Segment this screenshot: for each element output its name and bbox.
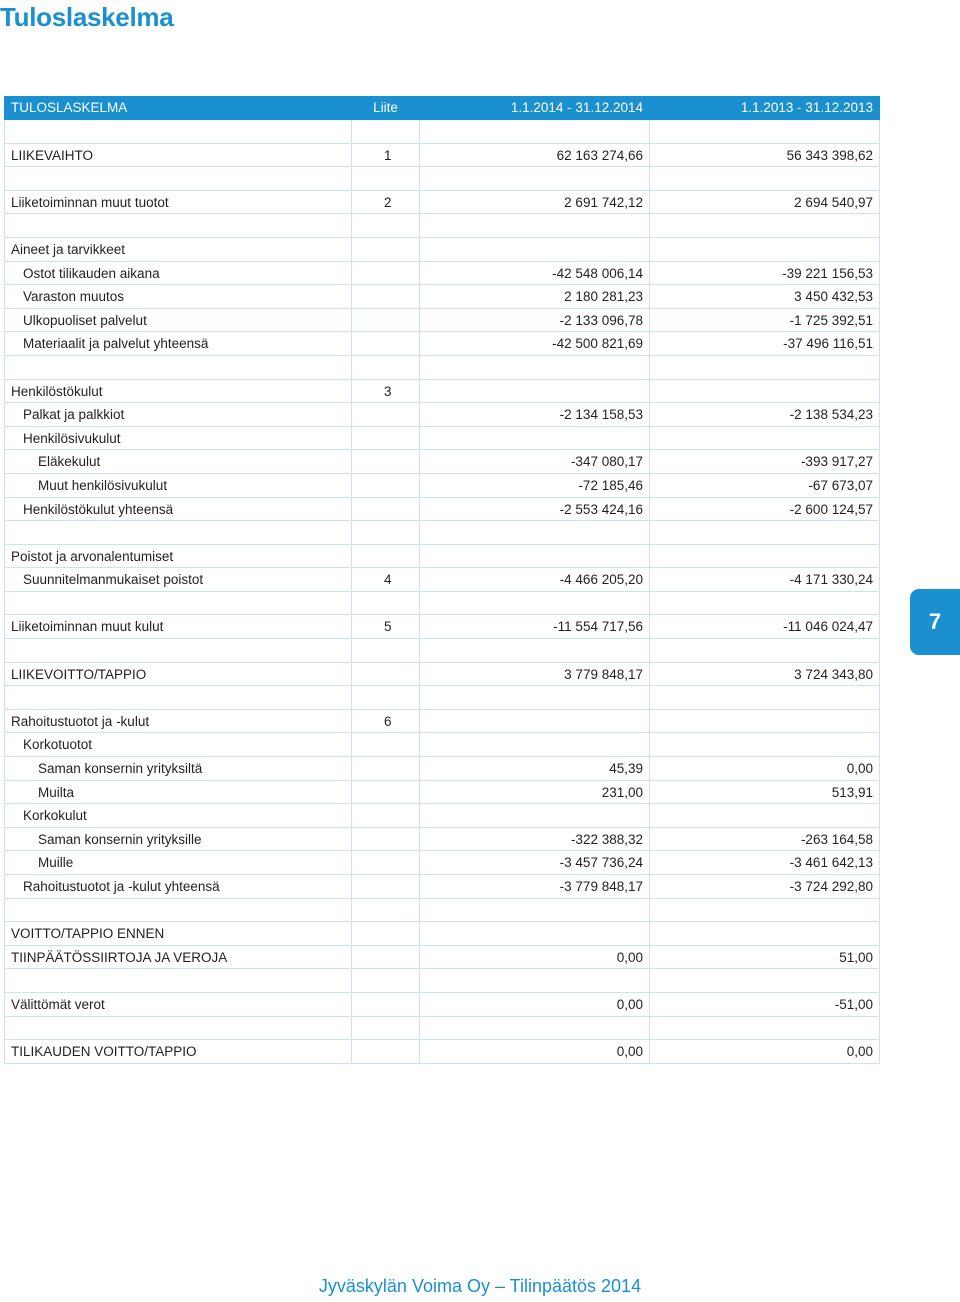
row-value-2014 bbox=[420, 427, 650, 451]
spacer-row bbox=[4, 1017, 880, 1041]
row-value-2013: -37 496 116,51 bbox=[650, 332, 880, 356]
row-label: LIIKEVAIHTO bbox=[4, 144, 352, 168]
row-value-2014: 0,00 bbox=[420, 1040, 650, 1064]
row-value-2013: -39 221 156,53 bbox=[650, 262, 880, 286]
row-label: Henkilöstökulut bbox=[4, 380, 352, 404]
row-note bbox=[352, 757, 420, 781]
row-note bbox=[352, 238, 420, 262]
row-note bbox=[352, 545, 420, 569]
row-label bbox=[4, 969, 352, 993]
row-value-2014: -347 080,17 bbox=[420, 450, 650, 474]
row-note bbox=[352, 969, 420, 993]
row-value-2013: -1 725 392,51 bbox=[650, 309, 880, 333]
row-label: Ostot tilikauden aikana bbox=[4, 262, 352, 286]
row-note bbox=[352, 922, 420, 946]
row-note bbox=[352, 804, 420, 828]
row-value-2014 bbox=[420, 545, 650, 569]
row-value-2013 bbox=[650, 686, 880, 710]
row-value-2014: 231,00 bbox=[420, 781, 650, 805]
row-note bbox=[352, 1040, 420, 1064]
row-value-2014 bbox=[420, 899, 650, 923]
row-label bbox=[4, 214, 352, 238]
row-value-2014: 0,00 bbox=[420, 993, 650, 1017]
row-value-2014: -2 134 158,53 bbox=[420, 403, 650, 427]
row-note bbox=[352, 899, 420, 923]
row-note bbox=[352, 639, 420, 663]
row-label bbox=[4, 899, 352, 923]
table-row bbox=[4, 568, 880, 592]
table-row bbox=[4, 498, 880, 522]
row-value-2014 bbox=[420, 120, 650, 144]
table-row bbox=[4, 922, 880, 946]
row-value-2014: -2 553 424,16 bbox=[420, 498, 650, 522]
row-value-2013: -2 138 534,23 bbox=[650, 403, 880, 427]
row-value-2013 bbox=[650, 733, 880, 757]
row-label: Suunnitelmanmukaiset poistot bbox=[4, 568, 352, 592]
table-row bbox=[4, 380, 880, 404]
row-note bbox=[352, 828, 420, 852]
row-label: Poistot ja arvonalentumiset bbox=[4, 545, 352, 569]
row-value-2014 bbox=[420, 710, 650, 734]
row-value-2014 bbox=[420, 592, 650, 616]
spacer-row bbox=[4, 592, 880, 616]
row-note bbox=[352, 1017, 420, 1041]
row-value-2013: 3 724 343,80 bbox=[650, 663, 880, 687]
row-note bbox=[352, 875, 420, 899]
row-value-2013: 56 343 398,62 bbox=[650, 144, 880, 168]
table-row bbox=[4, 946, 880, 970]
row-value-2014: 62 163 274,66 bbox=[420, 144, 650, 168]
row-label bbox=[4, 521, 352, 545]
row-label bbox=[4, 356, 352, 380]
row-note bbox=[352, 521, 420, 545]
header-year-2013: 1.1.2013 - 31.12.2013 bbox=[650, 96, 880, 120]
header-label: TULOSLASKELMA bbox=[4, 96, 352, 120]
table-row bbox=[4, 144, 880, 168]
row-value-2014: -72 185,46 bbox=[420, 474, 650, 498]
row-note bbox=[352, 474, 420, 498]
table-row bbox=[4, 875, 880, 899]
row-label: Eläkekulut bbox=[4, 450, 352, 474]
row-value-2013: -51,00 bbox=[650, 993, 880, 1017]
row-value-2014: 3 779 848,17 bbox=[420, 663, 650, 687]
row-label: Aineet ja tarvikkeet bbox=[4, 238, 352, 262]
row-label: Henkilöstökulut yhteensä bbox=[4, 498, 352, 522]
row-value-2014 bbox=[420, 733, 650, 757]
row-label: VOITTO/TAPPIO ENNEN bbox=[4, 922, 352, 946]
row-note bbox=[352, 427, 420, 451]
row-value-2013: -3 461 642,13 bbox=[650, 851, 880, 875]
table-row bbox=[4, 309, 880, 333]
row-value-2014: -11 554 717,56 bbox=[420, 615, 650, 639]
row-value-2013 bbox=[650, 167, 880, 191]
row-note bbox=[352, 285, 420, 309]
table-row bbox=[4, 427, 880, 451]
row-note: 2 bbox=[352, 191, 420, 215]
row-label: LIIKEVOITTO/TAPPIO bbox=[4, 663, 352, 687]
row-label: Ulkopuoliset palvelut bbox=[4, 309, 352, 333]
row-value-2014 bbox=[420, 969, 650, 993]
page-number-tab: 7 bbox=[910, 589, 960, 655]
table-row bbox=[4, 615, 880, 639]
row-label bbox=[4, 686, 352, 710]
row-label: Välittömät verot bbox=[4, 993, 352, 1017]
spacer-row bbox=[4, 686, 880, 710]
row-note bbox=[352, 356, 420, 380]
table-row bbox=[4, 993, 880, 1017]
row-label: Muilta bbox=[4, 781, 352, 805]
row-value-2013: 0,00 bbox=[650, 757, 880, 781]
row-label: Saman konsernin yrityksiltä bbox=[4, 757, 352, 781]
row-label: Rahoitustuotot ja -kulut yhteensä bbox=[4, 875, 352, 899]
row-value-2014: 45,39 bbox=[420, 757, 650, 781]
row-note: 5 bbox=[352, 615, 420, 639]
header-note: Liite bbox=[352, 96, 420, 120]
row-value-2013 bbox=[650, 804, 880, 828]
page-footer: Jyväskylän Voima Oy – Tilinpäätös 2014 bbox=[318, 1276, 642, 1296]
table-row bbox=[4, 545, 880, 569]
row-value-2013 bbox=[650, 639, 880, 663]
table-row bbox=[4, 851, 880, 875]
row-value-2013 bbox=[650, 1017, 880, 1041]
row-value-2013 bbox=[650, 922, 880, 946]
row-label: Varaston muutos bbox=[4, 285, 352, 309]
table-row bbox=[4, 710, 880, 734]
row-value-2014: -2 133 096,78 bbox=[420, 309, 650, 333]
row-value-2014 bbox=[420, 686, 650, 710]
table-body bbox=[4, 120, 880, 1064]
row-value-2013: 513,91 bbox=[650, 781, 880, 805]
income-statement-table bbox=[4, 96, 880, 1064]
row-value-2013 bbox=[650, 356, 880, 380]
row-note bbox=[352, 592, 420, 616]
row-value-2014 bbox=[420, 804, 650, 828]
table-row bbox=[4, 450, 880, 474]
table-row bbox=[4, 332, 880, 356]
row-value-2014: -3 779 848,17 bbox=[420, 875, 650, 899]
table-row bbox=[4, 403, 880, 427]
row-note bbox=[352, 498, 420, 522]
table-row bbox=[4, 285, 880, 309]
row-label: TILIKAUDEN VOITTO/TAPPIO bbox=[4, 1040, 352, 1064]
row-note bbox=[352, 332, 420, 356]
row-value-2013: 51,00 bbox=[650, 946, 880, 970]
spacer-row bbox=[4, 167, 880, 191]
row-value-2014 bbox=[420, 380, 650, 404]
row-value-2013 bbox=[650, 380, 880, 404]
row-value-2013 bbox=[650, 427, 880, 451]
row-value-2013 bbox=[650, 592, 880, 616]
row-value-2013: -2 600 124,57 bbox=[650, 498, 880, 522]
row-value-2014 bbox=[420, 238, 650, 262]
row-note bbox=[352, 781, 420, 805]
spacer-row bbox=[4, 356, 880, 380]
row-note bbox=[352, 120, 420, 144]
table-row bbox=[4, 1040, 880, 1064]
row-note bbox=[352, 262, 420, 286]
spacer-row bbox=[4, 969, 880, 993]
row-value-2014 bbox=[420, 356, 650, 380]
row-value-2014 bbox=[420, 1017, 650, 1041]
table-row bbox=[4, 262, 880, 286]
row-value-2014: -322 388,32 bbox=[420, 828, 650, 852]
row-value-2014: -3 457 736,24 bbox=[420, 851, 650, 875]
spacer-row bbox=[4, 639, 880, 663]
row-value-2013 bbox=[650, 545, 880, 569]
row-note bbox=[352, 851, 420, 875]
table-row bbox=[4, 828, 880, 852]
row-value-2014 bbox=[420, 214, 650, 238]
row-note bbox=[352, 403, 420, 427]
row-note bbox=[352, 214, 420, 238]
row-label: Materiaalit ja palvelut yhteensä bbox=[4, 332, 352, 356]
row-value-2014: -42 548 006,14 bbox=[420, 262, 650, 286]
row-label bbox=[4, 167, 352, 191]
row-note bbox=[352, 686, 420, 710]
row-label: Saman konsernin yrityksille bbox=[4, 828, 352, 852]
row-label: Muut henkilösivukulut bbox=[4, 474, 352, 498]
table-row bbox=[4, 804, 880, 828]
row-label bbox=[4, 1017, 352, 1041]
row-label: Rahoitustuotot ja -kulut bbox=[4, 710, 352, 734]
table-row bbox=[4, 757, 880, 781]
row-value-2013: -3 724 292,80 bbox=[650, 875, 880, 899]
row-value-2013: -393 917,27 bbox=[650, 450, 880, 474]
row-value-2014 bbox=[420, 922, 650, 946]
row-value-2013 bbox=[650, 521, 880, 545]
row-label: TIINPÄÄTÖSSIIRTOJA JA VEROJA bbox=[4, 946, 352, 970]
row-value-2013 bbox=[650, 214, 880, 238]
table-row bbox=[4, 474, 880, 498]
row-value-2014: -4 466 205,20 bbox=[420, 568, 650, 592]
table-row bbox=[4, 191, 880, 215]
row-value-2013: -67 673,07 bbox=[650, 474, 880, 498]
row-label bbox=[4, 592, 352, 616]
row-value-2013: -263 164,58 bbox=[650, 828, 880, 852]
table-row bbox=[4, 238, 880, 262]
row-note bbox=[352, 167, 420, 191]
spacer-row bbox=[4, 521, 880, 545]
row-value-2013 bbox=[650, 710, 880, 734]
row-value-2013 bbox=[650, 120, 880, 144]
row-label: Korkotuotot bbox=[4, 733, 352, 757]
row-label: Liiketoiminnan muut kulut bbox=[4, 615, 352, 639]
row-label: Liiketoiminnan muut tuotot bbox=[4, 191, 352, 215]
spacer-row bbox=[4, 899, 880, 923]
table-header bbox=[4, 96, 880, 120]
row-value-2014: -42 500 821,69 bbox=[420, 332, 650, 356]
row-label bbox=[4, 120, 352, 144]
row-note bbox=[352, 450, 420, 474]
row-value-2014 bbox=[420, 167, 650, 191]
row-value-2013 bbox=[650, 969, 880, 993]
spacer-row bbox=[4, 120, 880, 144]
row-value-2014 bbox=[420, 521, 650, 545]
row-value-2013 bbox=[650, 238, 880, 262]
row-note bbox=[352, 946, 420, 970]
row-note bbox=[352, 993, 420, 1017]
row-label: Palkat ja palkkiot bbox=[4, 403, 352, 427]
row-value-2013: 3 450 432,53 bbox=[650, 285, 880, 309]
row-note: 4 bbox=[352, 568, 420, 592]
row-note bbox=[352, 663, 420, 687]
row-value-2013: -11 046 024,47 bbox=[650, 615, 880, 639]
table-row bbox=[4, 781, 880, 805]
row-value-2013: 2 694 540,97 bbox=[650, 191, 880, 215]
row-note bbox=[352, 733, 420, 757]
row-value-2013: -4 171 330,24 bbox=[650, 568, 880, 592]
row-note bbox=[352, 309, 420, 333]
row-value-2014 bbox=[420, 639, 650, 663]
table-row bbox=[4, 733, 880, 757]
row-value-2014: 2 691 742,12 bbox=[420, 191, 650, 215]
row-value-2013: 0,00 bbox=[650, 1040, 880, 1064]
row-value-2013 bbox=[650, 899, 880, 923]
row-label: Korkokulut bbox=[4, 804, 352, 828]
page-title: Tuloslaskelma bbox=[0, 2, 174, 32]
table-row bbox=[4, 663, 880, 687]
row-value-2014: 2 180 281,23 bbox=[420, 285, 650, 309]
header-year-2014: 1.1.2014 - 31.12.2014 bbox=[420, 96, 650, 120]
row-label: Muille bbox=[4, 851, 352, 875]
row-note: 3 bbox=[352, 380, 420, 404]
row-note: 1 bbox=[352, 144, 420, 168]
spacer-row bbox=[4, 214, 880, 238]
row-value-2014: 0,00 bbox=[420, 946, 650, 970]
row-note: 6 bbox=[352, 710, 420, 734]
row-label: Henkilösivukulut bbox=[4, 427, 352, 451]
row-label bbox=[4, 639, 352, 663]
